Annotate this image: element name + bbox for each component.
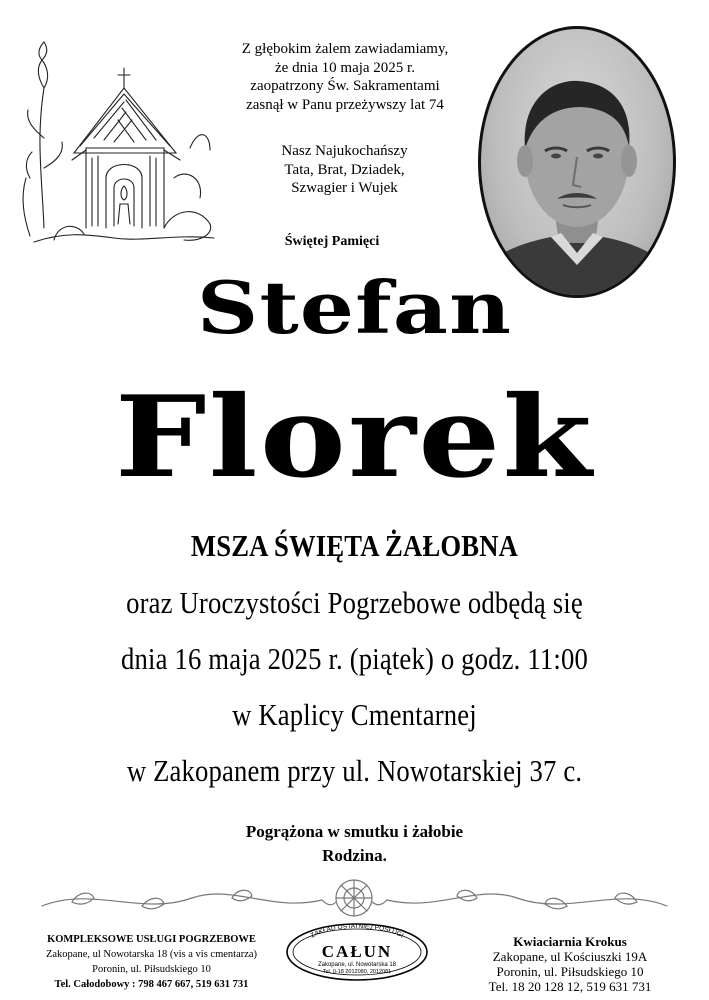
floral-ornament-divider bbox=[32, 876, 677, 922]
funeral-services-info bbox=[14, 932, 289, 992]
family-line: Nasz Najukochańszy bbox=[281, 143, 408, 159]
funeral-services-title: KOMPLEKSOWE USŁUGI POGRZEBOWE bbox=[47, 934, 256, 945]
memory-label: Świętej Pamięci bbox=[284, 234, 380, 249]
portrait-photo bbox=[478, 26, 676, 298]
ceremony-line: dnia 16 maja 2025 r. (piątek) o godz. 11:00 bbox=[121, 641, 588, 676]
announcement-line: zasnął w Panu przeżywszy lat 74 bbox=[246, 96, 444, 113]
florist-address: Poronin, ul. Piłsudskiego 10 bbox=[496, 964, 644, 979]
funeral-services-phone: Tel. Całodobowy : 798 467 667, 519 631 731 bbox=[54, 979, 249, 990]
announcement-line: że dnia 10 maja 2025 r. bbox=[275, 59, 415, 76]
badge-address: Zakopane, ul. Nowotarska 18 bbox=[317, 962, 397, 968]
badge-name: CAŁUN bbox=[321, 942, 393, 961]
ceremony-line: oraz Uroczystości Pogrzebowe odbędą się bbox=[126, 585, 583, 620]
mourners-line: Pogrążona w smutku i żałobie bbox=[245, 822, 464, 841]
portrait-figure bbox=[481, 29, 673, 295]
family-line: Tata, Brat, Dziadek, bbox=[284, 161, 405, 178]
ceremony-line: w Zakopanem przy ul. Nowotarskiej 37 c. bbox=[126, 753, 583, 788]
announcement-text bbox=[215, 40, 475, 114]
chapel-sketch-illustration bbox=[14, 28, 224, 258]
calun-funeral-home-badge bbox=[283, 922, 431, 982]
family-line: Szwagier i Wujek bbox=[291, 180, 398, 196]
ceremony-line: w Kaplicy Cmentarnej bbox=[232, 697, 477, 732]
mourners-signature bbox=[0, 820, 709, 868]
mourners-line: Rodzina. bbox=[322, 846, 387, 865]
badge-arc-text: ZAKŁAD OSTATNIEJ POSŁUGI bbox=[309, 922, 405, 940]
deceased-last-name: Florek bbox=[114, 372, 595, 503]
florist-info bbox=[440, 934, 700, 994]
family-relations-text bbox=[232, 142, 457, 198]
deceased-first-name: Stefan bbox=[196, 265, 513, 350]
funeral-services-address: Zakopane, ul Nowotarska 18 (vis a vis cmentarza) bbox=[45, 949, 258, 960]
ceremony-title: MSZA ŚWIĘTA ŻAŁOBNA bbox=[190, 528, 519, 563]
announcement-line: zaopatrzony Św. Sakramentami bbox=[250, 78, 440, 94]
badge-phone: Tel. 0-18 2012080, 2012081 bbox=[322, 969, 392, 975]
florist-phone: Tel. 18 20 128 12, 519 631 731 bbox=[488, 979, 652, 994]
announcement-line: Z głębokim żalem zawiadamiamy, bbox=[241, 41, 449, 57]
florist-title: Kwiaciarnia Krokus bbox=[513, 934, 627, 949]
funeral-services-address: Poronin, ul. Piłsudskiego 10 bbox=[92, 964, 211, 975]
florist-address: Zakopane, ul Kościuszki 19A bbox=[492, 949, 648, 964]
